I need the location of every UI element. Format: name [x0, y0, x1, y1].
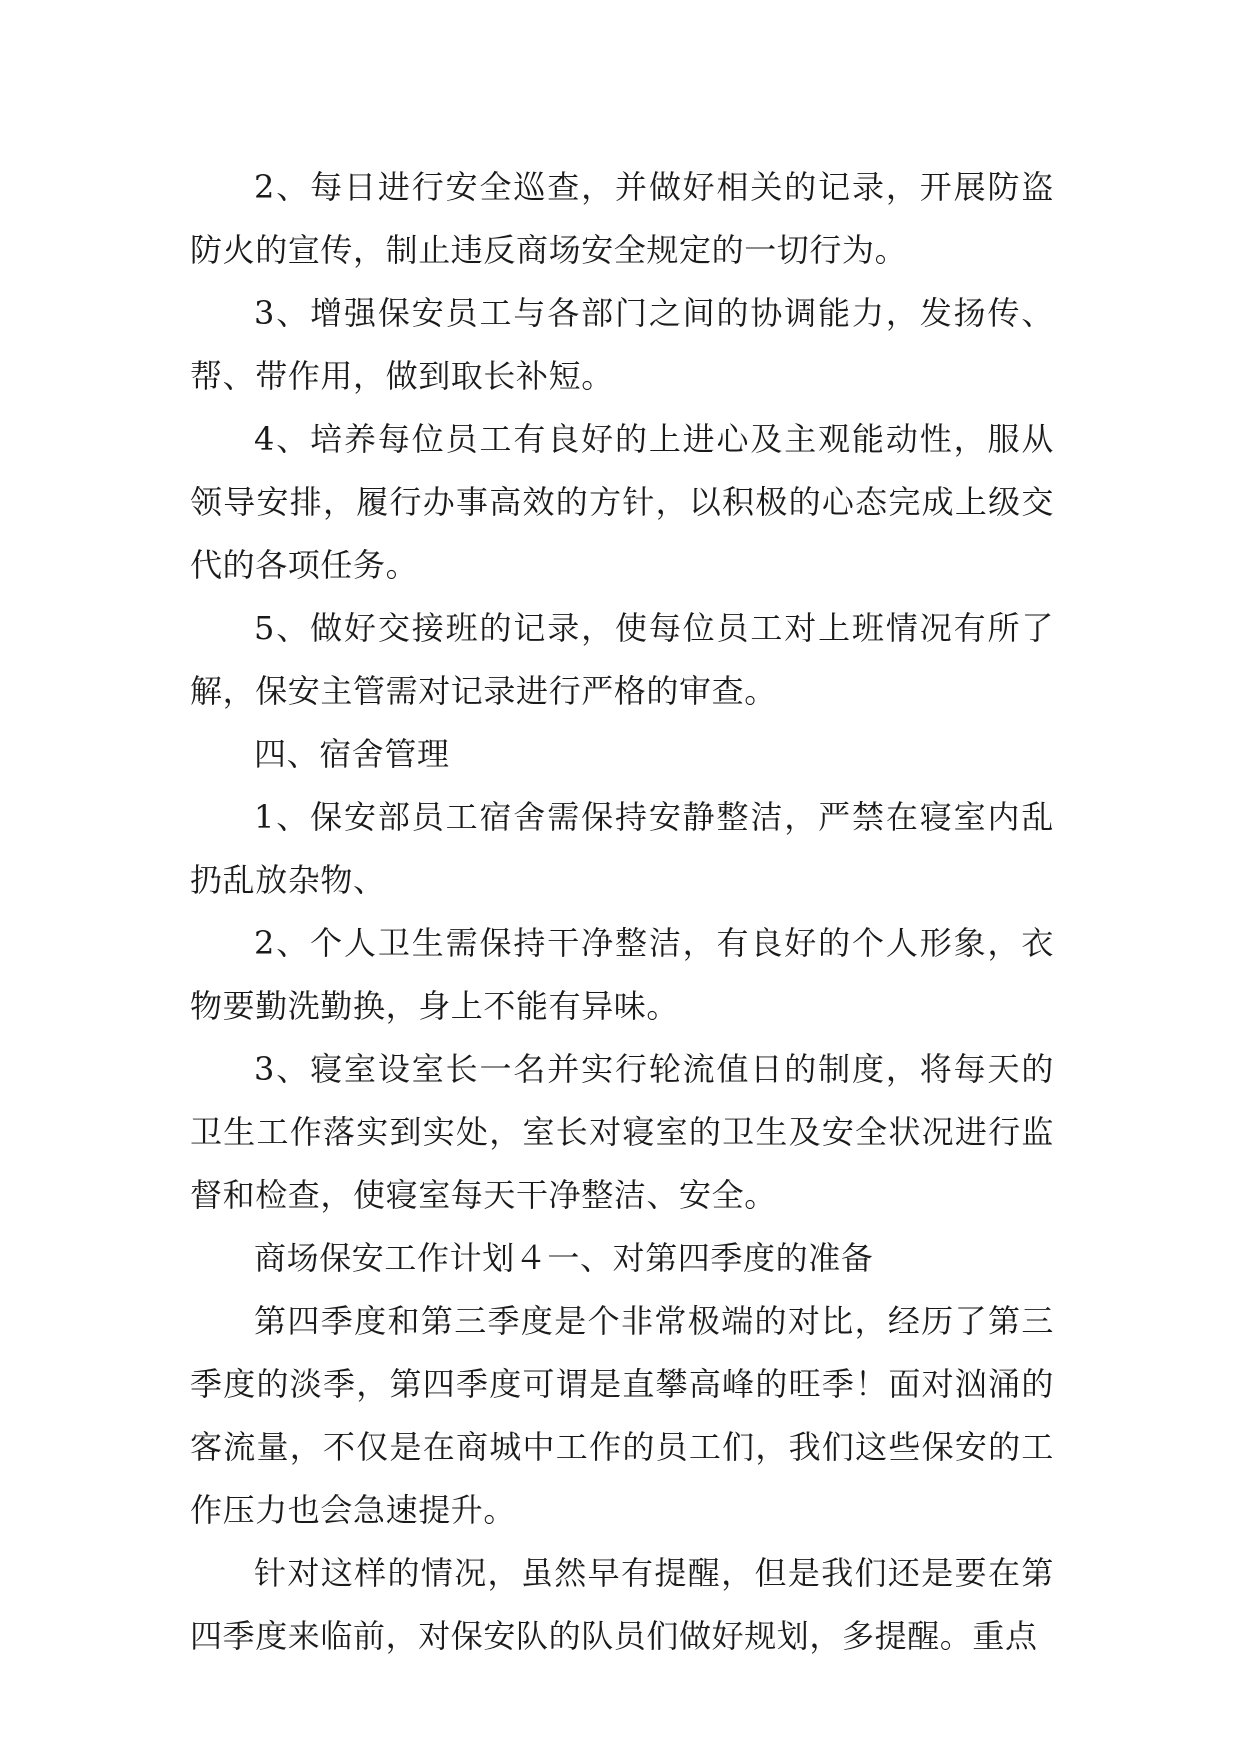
paragraph-item-3: 3、增强保安员工与各部门之间的协调能力，发扬传、帮、带作用，做到取长补短。: [190, 294, 1054, 395]
paragraph-item-2: 2、每日进行安全巡查，并做好相关的记录，开展防盗防火的宣传，制止违反商场安全规定的一切行为。: [190, 168, 1054, 269]
dorm-item-1: 1、保安部员工宿舍需保持安静整洁，严禁在寝室内乱扔乱放杂物、: [190, 798, 1054, 899]
section-heading-dormitory: 四、宿舍管理: [254, 735, 450, 773]
plan-4-heading: 商场保安工作计划４一、对第四季度的准备: [254, 1239, 874, 1277]
paragraph-item-5: 5、做好交接班的记录，使每位员工对上班情况有所了解，保安主管需对记录进行严格的审查。: [190, 609, 1054, 710]
paragraph-item-4: 4、培养每位员工有良好的上进心及主观能动性，服从领导安排，履行办事高效的方针，以积极的心态完成上级交代的各项任务。: [190, 420, 1054, 584]
dorm-item-3: 3、寝室设室长一名并实行轮流值日的制度，将每天的卫生工作落实到实处，室长对寝室的卫生及安全状况进行监督和检查，使寝室每天干净整洁、安全。: [190, 1050, 1054, 1214]
body-paragraph-response: 针对这样的情况，虽然早有提醒，但是我们还是要在第四季度来临前，对保安队的队员们做好规划，多提醒。重点: [190, 1554, 1054, 1655]
document-body: [190, 156, 1054, 1668]
dorm-item-2: 2、个人卫生需保持干净整洁，有良好的个人形象，衣物要勤洗勤换，身上不能有异味。: [190, 924, 1054, 1025]
body-paragraph-q4: 第四季度和第三季度是个非常极端的对比，经历了第三季度的淡季，第四季度可谓是直攀高峰的旺季！面对汹涌的客流量，不仅是在商城中工作的员工们，我们这些保安的工作压力也会急速提升。: [190, 1302, 1054, 1529]
